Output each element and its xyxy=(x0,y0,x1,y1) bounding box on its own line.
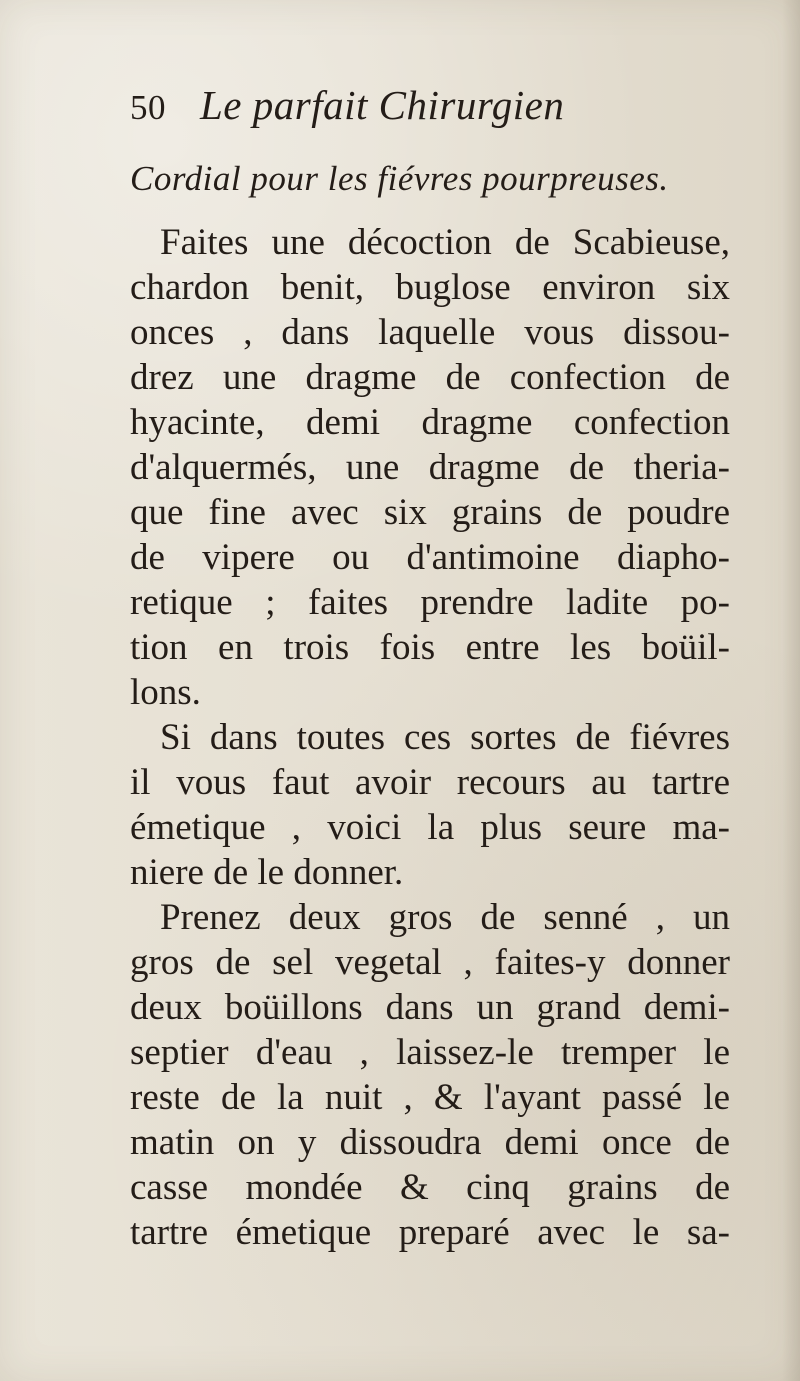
text-line: onces , dans laquelle vous dissou- xyxy=(130,312,730,353)
text-line: gros de sel vegetal , faites-y donner xyxy=(130,942,730,983)
text-line: d'alquermés, une dragme de theria- xyxy=(130,447,730,488)
text-line: hyacinte, demi dragme confection xyxy=(130,402,730,443)
text-line: lons. xyxy=(130,672,201,713)
text-line: matin on y dissoudra demi once de xyxy=(130,1122,730,1163)
text-line: que fine avec six grains de poudre xyxy=(130,492,730,533)
text-line: Prenez deux gros de senné , un xyxy=(160,897,730,938)
text-line: deux boüillons dans un grand demi- xyxy=(130,987,730,1028)
text-line: tion en trois fois entre les boüil- xyxy=(130,627,730,668)
running-title: Le parfait Chirurgien xyxy=(200,82,565,128)
text-line: niere de le donner. xyxy=(130,852,404,893)
running-head xyxy=(130,82,730,128)
text-line: reste de la nuit , & l'ayant passé le xyxy=(130,1077,730,1118)
text-line: émetique , voici la plus seure ma- xyxy=(130,807,730,848)
text-line: chardon benit, buglose environ six xyxy=(130,267,730,308)
text-line: septier d'eau , laissez-le tremper le xyxy=(130,1032,730,1073)
page-edge-shadow xyxy=(782,0,800,1381)
text-line: retique ; faites prendre ladite po- xyxy=(130,582,730,623)
text-line: casse mondée & cinq grains de xyxy=(130,1167,730,1208)
text-line: tartre émetique preparé avec le sa- xyxy=(130,1212,730,1253)
text-line: de vipere ou d'antimoine diapho- xyxy=(130,537,730,578)
text-line: Si dans toutes ces sortes de fiévres xyxy=(160,717,730,758)
section-title: Cordial pour les fiévres pourpreuses. xyxy=(130,159,669,198)
text-line: drez une dragme de confection de xyxy=(130,357,730,398)
page-number: 50 xyxy=(130,88,166,127)
text-line: Faites une décoction de Scabieuse, xyxy=(160,222,730,263)
text-line: il vous faut avoir recours au tartre xyxy=(130,762,730,803)
